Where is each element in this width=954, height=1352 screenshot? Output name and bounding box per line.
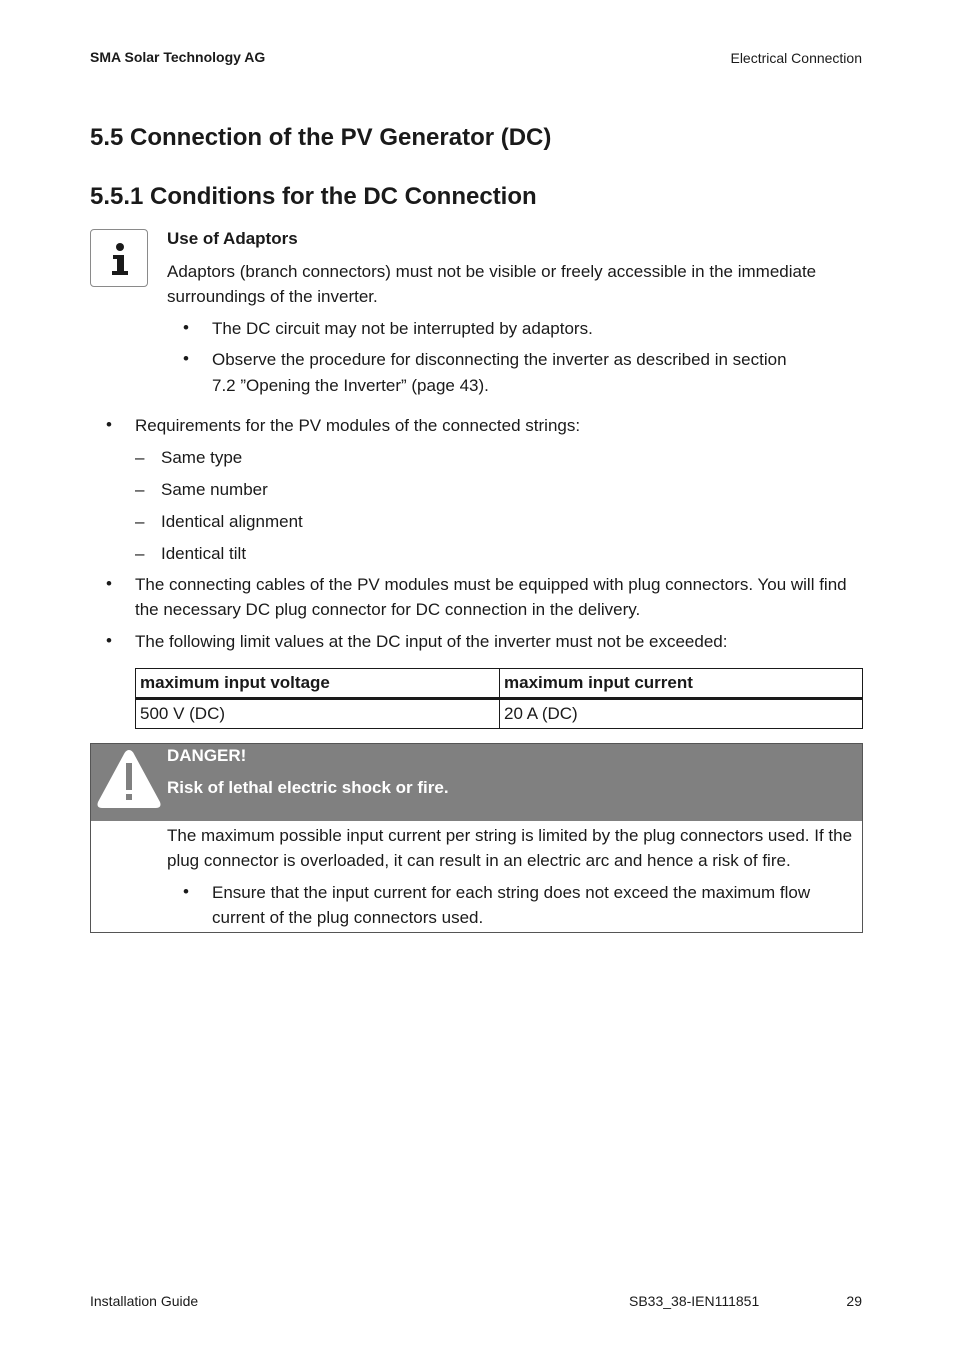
info-title: Use of Adaptors: [167, 229, 298, 248]
requirements-intro: Requirements for the PV modules of the connected strings:: [135, 416, 581, 435]
footer-doc-id: SB33_38-IEN111851: [629, 1293, 760, 1309]
info-icon: [90, 229, 148, 287]
limits-intro: The following limit values at the DC input of the inverter must not be exceeded:: [135, 632, 728, 651]
footer-page-number: 29: [846, 1293, 862, 1309]
danger-bullet: Ensure that the input current for each string does not exceed the maximum flow: [212, 883, 811, 902]
table-header-cell: maximum input voltage: [136, 669, 500, 699]
info-bullet: 7.2 ”Opening the Inverter” (page 43).: [212, 376, 489, 395]
section-heading: 5.5 Connection of the PV Generator (DC): [90, 124, 552, 151]
info-text-line: Adaptors (branch connectors) must not be visible or freely accessible in the immediate: [167, 262, 817, 281]
dash-mark: –: [135, 480, 145, 499]
table-header-cell: maximum input current: [500, 669, 863, 699]
danger-subtitle: Risk of lethal electric shock or fire.: [167, 778, 449, 797]
bullet-dot: •: [106, 631, 112, 650]
danger-label: DANGER!: [167, 746, 247, 765]
info-text-line: surroundings of the inverter.: [167, 287, 378, 306]
dash-mark: –: [135, 544, 145, 563]
info-bullet: The DC circuit may not be interrupted by adaptors.: [212, 319, 593, 338]
list-item: Identical alignment: [161, 512, 303, 531]
table-row: [136, 699, 863, 729]
bullet-dot: •: [106, 415, 112, 434]
danger-text-line: The maximum possible input current per string is limited by the plug connectors used. If the: [167, 826, 853, 845]
list-item: Same number: [161, 480, 268, 499]
info-bullet: Observe the procedure for disconnecting the inverter as described in section: [212, 350, 787, 369]
list-item: Same type: [161, 448, 243, 467]
dash-mark: –: [135, 512, 145, 531]
subsection-heading: 5.5.1 Conditions for the DC Connection: [90, 183, 537, 210]
header-section: Electrical Connection: [730, 50, 862, 66]
bullet-dot: •: [183, 882, 189, 901]
table-cell: 20 A (DC): [500, 699, 863, 729]
warning-icon: [95, 746, 163, 817]
danger-text-line: plug connector is overloaded, it can result in an electric arc and hence a risk of fire.: [167, 851, 791, 870]
bullet-dot: •: [106, 574, 112, 593]
cables-text: the necessary DC plug connector for DC connection in the delivery.: [135, 600, 641, 619]
list-item: Identical tilt: [161, 544, 247, 563]
table-header-row: [136, 669, 863, 699]
footer-guide: Installation Guide: [90, 1293, 199, 1309]
header-company: SMA Solar Technology AG: [90, 49, 266, 65]
cables-text: The connecting cables of the PV modules must be equipped with plug connectors. You will find: [135, 575, 847, 594]
danger-bullet: current of the plug connectors used.: [212, 908, 484, 927]
dash-mark: –: [135, 448, 145, 467]
table-cell: 500 V (DC): [136, 699, 500, 729]
bullet-dot: •: [183, 318, 189, 337]
bullet-dot: •: [183, 349, 189, 368]
limits-table: [135, 668, 863, 729]
